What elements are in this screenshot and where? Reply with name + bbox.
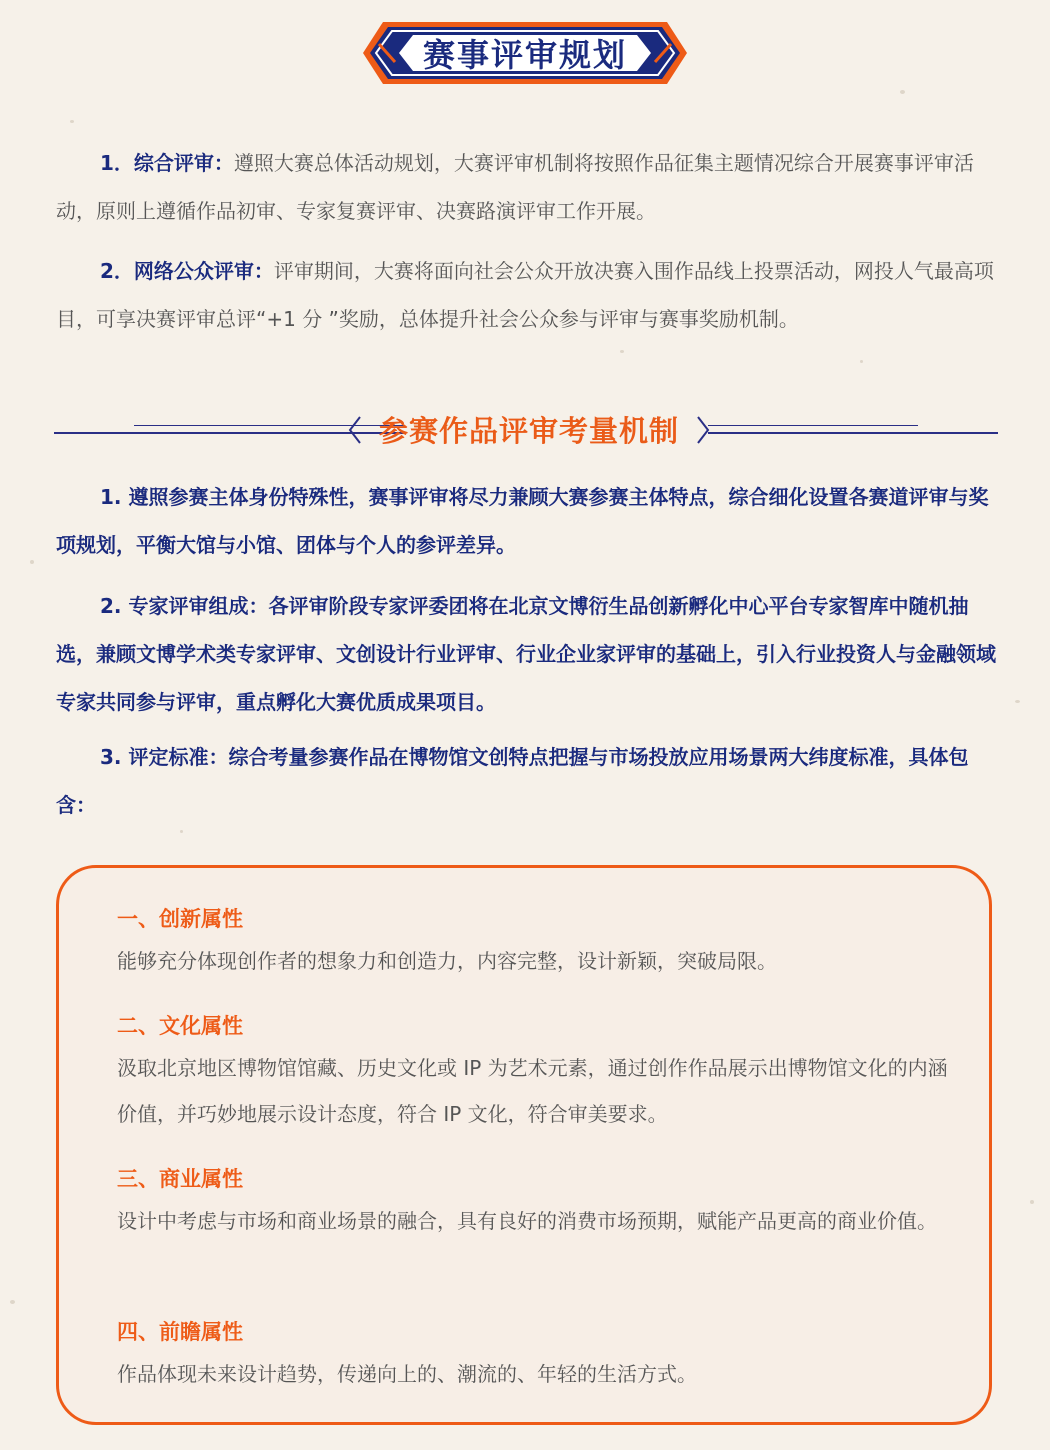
review-plan-heading: 2．网络公众评审：: [100, 259, 274, 283]
title-banner: [361, 18, 689, 88]
paper-speck: [30, 560, 34, 564]
section-title: 参赛作品评审考量机制: [378, 414, 679, 448]
divider-line: [708, 425, 918, 426]
paper-speck: [70, 120, 74, 123]
paper-speck: [1015, 700, 1020, 703]
attributes-box: [56, 865, 992, 1425]
attribute-title: 三、商业属性: [117, 1167, 243, 1191]
chevron-right-icon: [694, 415, 712, 445]
mechanism-section-heading: [54, 405, 998, 455]
banner-title: 赛事评审规划: [422, 36, 627, 74]
review-plan-text: 评审期间，大赛将面向社会公众开放决赛入围作品线上投票活动，网投人气最高项目，可享决赛评审总评“+1 分 ”奖励，总体提升社会公众参与评审与赛事奖励机制。: [56, 259, 994, 331]
divider-line: [708, 432, 998, 434]
mechanism-item-text: 1. 遵照参赛主体身份特殊性，赛事评审将尽力兼顾大赛参赛主体特点，综合细化设置各赛道评审与奖项规划，平衡大馆与小馆、团体与个人的参评差异。: [56, 485, 989, 557]
paper-speck: [900, 90, 905, 94]
attribute-title: 四、前瞻属性: [117, 1320, 243, 1344]
attribute-desc: 设计中考虑与市场和商业场景的融合，具有良好的消费市场预期，赋能产品更高的商业价值。: [117, 1209, 937, 1233]
paper-speck: [1030, 1200, 1034, 1204]
mechanism-item-text: 2. 专家评审组成：各评审阶段专家评委团将在北京文博衍生品创新孵化中心平台专家智库中随机抽选，兼顾文博学术类专家评审、文创设计行业评审、行业企业家评审的基础上，引入行业投资人与金融领域专家共同参与评审，重点孵化大赛优质成果项目。: [56, 594, 996, 714]
mechanism-item-1: [56, 473, 998, 569]
paper-speck: [10, 1300, 15, 1304]
attribute-item: [117, 904, 957, 984]
paper-speck: [180, 830, 183, 833]
attribute-item: [117, 1011, 957, 1137]
attribute-desc: 作品体现未来设计趋势，传递向上的、潮流的、年轻的生活方式。: [117, 1362, 697, 1386]
review-plan-heading: 1．综合评审：: [100, 151, 234, 175]
paper-speck: [860, 360, 863, 363]
attribute-title: 二、文化属性: [117, 1014, 243, 1038]
attribute-title: 一、创新属性: [117, 907, 243, 931]
review-plan-item-2: [56, 247, 998, 343]
mechanism-item-3: [56, 733, 998, 829]
review-plan-item-1: [56, 139, 998, 235]
paper-speck: [620, 350, 624, 353]
attribute-item: [117, 1317, 957, 1397]
attribute-item: [117, 1164, 957, 1244]
mechanism-item-text: 3. 评定标准：综合考量参赛作品在博物馆文创特点把握与市场投放应用场景两大纬度标准，具体包含：: [56, 745, 969, 817]
attribute-desc: 汲取北京地区博物馆馆藏、历史文化或 IP 为艺术元素，通过创作作品展示出博物馆文化的内涵价值，并巧妙地展示设计态度，符合 IP 文化，符合审美要求。: [117, 1056, 948, 1126]
chevron-left-icon: [346, 415, 364, 445]
mechanism-item-2: [56, 582, 998, 726]
attribute-desc: 能够充分体现创作者的想象力和创造力，内容完整，设计新颖，突破局限。: [117, 949, 777, 973]
review-plan-text: 遵照大赛总体活动规划，大赛评审机制将按照作品征集主题情况综合开展赛事评审活动，原则上遵循作品初审、专家复赛评审、决赛路演评审工作开展。: [56, 151, 974, 223]
